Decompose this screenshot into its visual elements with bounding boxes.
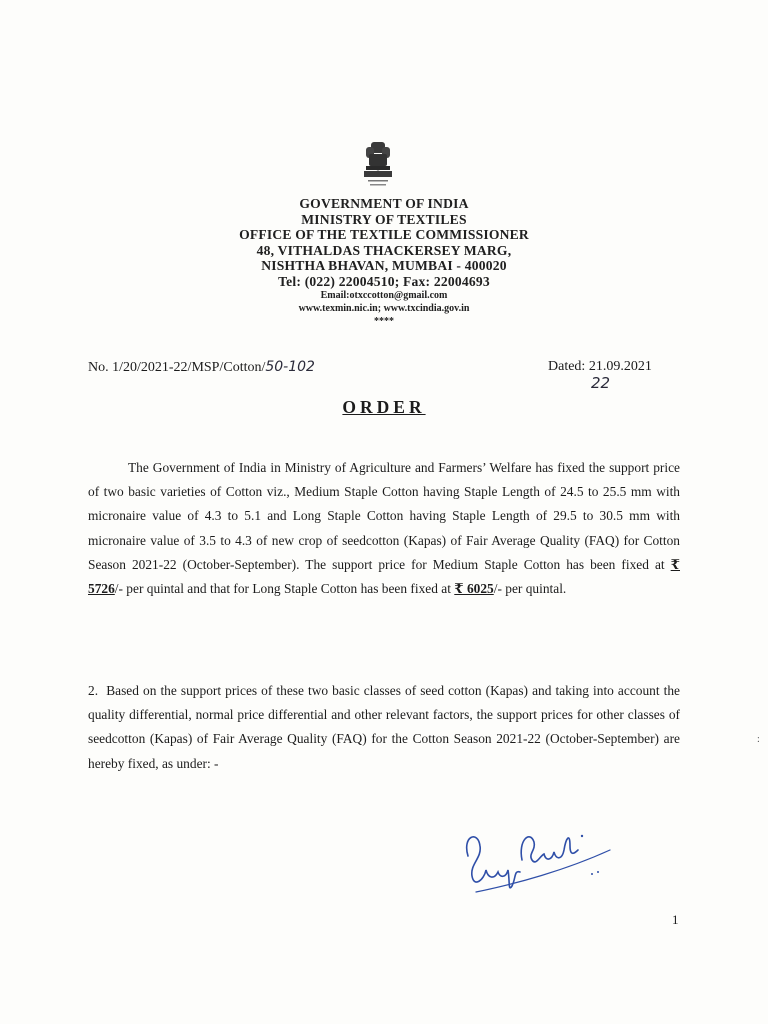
letterhead-line-city: NISHTHA BHAVAN, MUMBAI - 400020 [261,258,507,273]
letterhead-line-street: 48, VITHALDAS THACKERSEY MARG, [256,242,512,258]
letterhead-line-government: GOVERNMENT OF INDIA [299,196,469,211]
letterhead-email: Email:otxccotton@gmail.com [320,290,448,301]
order-title: ORDER [342,397,426,417]
national-emblem-icon [356,140,400,192]
date-line: Dated: 21.09.2021 [548,359,652,374]
paragraph-1-text-a: The Government of India in Ministry of Agriculture and Farmers’ Welfare has fixed the support price of two basic varieties of Cotton viz., Medium Staple Cotton having Staple Length of 24.5 to 25.5 mm with micronaire value of 4.3 to 5.1 and Long Staple Cotton having Staple Length of 29.5 to 30.5 mm with micronaire value of 3.5 to 4.3 of new crop of seedcotton (Kapas) of Fair Average Quality (FAQ) for Cotton Season 2021-22 (October-September). The support price for Medium Staple Cotton has been fixed at [88,460,680,572]
price-medium-staple: ₹ 5726 [88,556,680,597]
reference-number-printed: No. 1/20/2021-22/MSP/Cotton/ [88,360,266,375]
letterhead [150,196,618,327]
letterhead-line-phone: Tel: (022) 22004510; Fax: 22004693 [278,273,490,289]
paragraph-1 [88,456,680,601]
page-number: 1 [672,912,679,927]
margin-marks: : [757,734,760,745]
handwritten-signature [456,816,616,896]
paragraph-2-number: 2. [88,683,99,698]
paragraph-2 [88,679,680,776]
letterhead-line-ministry: MINISTRY OF TEXTILES [301,211,467,227]
letterhead-stars: **** [374,316,394,327]
paragraph-1-text-b: /- per quintal and that for Long Staple Cotton has been fixed at [114,581,455,597]
reference-number [88,359,315,376]
date-handwritten-correction: 22 [591,374,611,392]
reference-number-handwritten: 50-102 [265,359,315,375]
price-long-staple: ₹ 6025 [454,581,494,597]
paragraph-2-text: Based on the support prices of these two basic classes of seed cotton (Kapas) and taking into account the quality differential, normal price differential and other relevant factors, the support prices for other classes of seedcotton (Kapas) of Fair Average Quality (FAQ) for the Cotton Season 2021-22 (October-September) are hereby fixed, as under: - [88,683,680,771]
letterhead-line-office: OFFICE OF THE TEXTILE COMMISSIONER [239,227,529,242]
paragraph-1-text-c: /- per quintal. [493,581,567,597]
letterhead-web: www.texmin.nic.in; www.txcindia.gov.in [298,303,470,314]
